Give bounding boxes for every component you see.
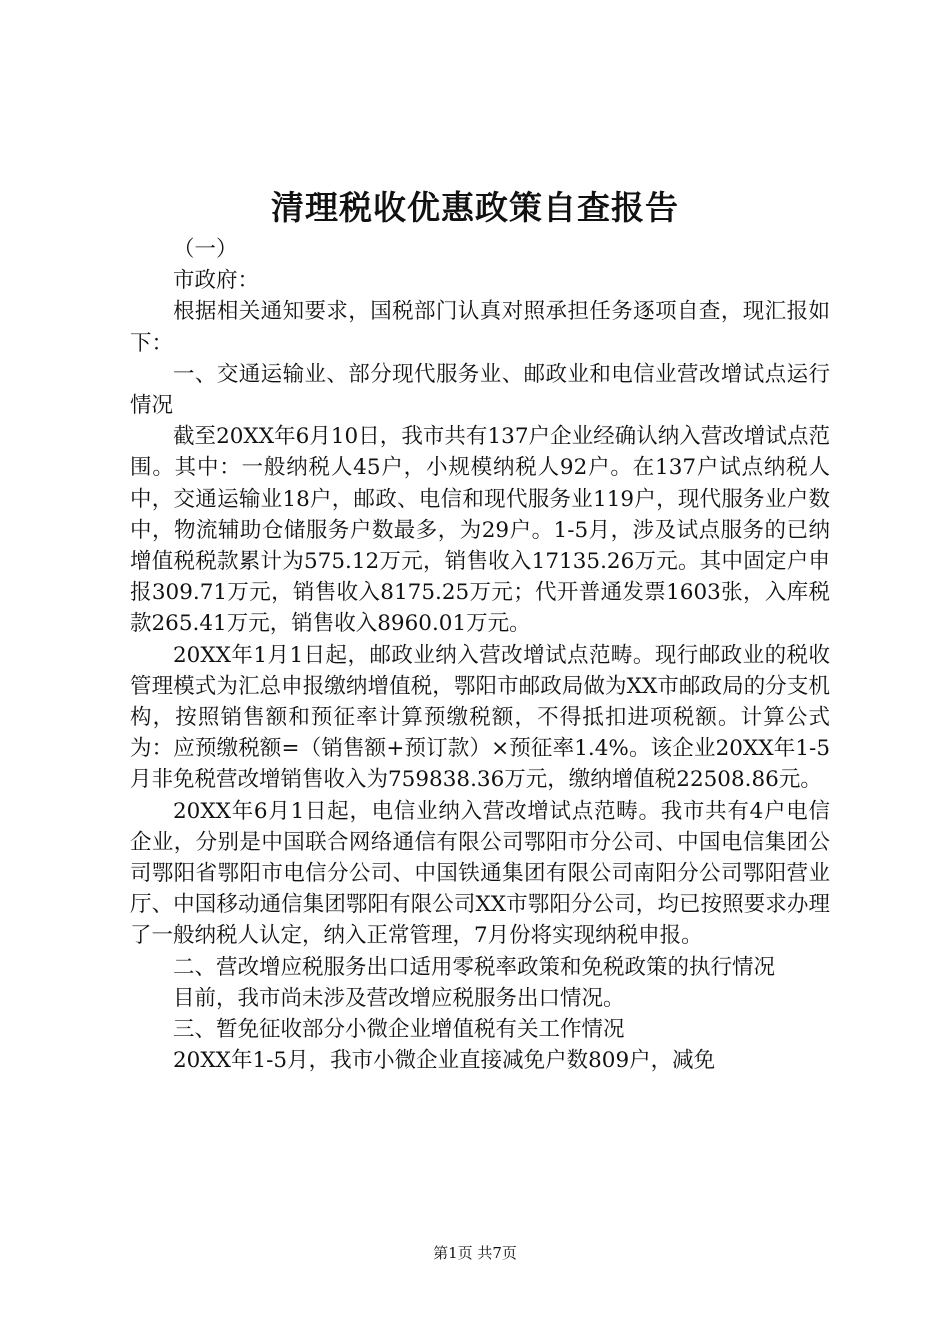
paragraph-addressee: 市政府： xyxy=(173,268,260,294)
paragraph-pilot-statistics: 截至20XX年6月10日，我市共有137户企业经确认纳入营改增试点范围。其中：一般纳税人45户，小规模纳税人92户。在137户试点纳税人中，交通运输业18户，邮政、电信和现代服务业119户，现代服务业户数中，物流辅助仓储服务户数最多，为29户。1-5月，涉及试点服务的已纳增值税税款累计为575.12万元，销售收入17135.26万元。其中固定户申报309.71万元，销售收入8175.25万元；代开普通发票1603张，入库税款265.41万元，销售收入8960.01万元。 xyxy=(130,424,830,637)
paragraph-small-enterprise: 20XX年1-5月，我市小微企业直接减免户数809户，减免 xyxy=(173,1048,716,1074)
paragraph-telecom-industry: 20XX年6月1日起，电信业纳入营改增试点范畴。我市共有4户电信企业，分别是中国联合网络通信有限公司鄂阳市分公司、中国电信集团公司鄂阳省鄂阳市电信分公司、中国铁通集团有限公司南阳分公司鄂阳营业厅、中国移动通信集团鄂阳有限公司XX市鄂阳分公司，均已按照要求办理了一般纳税人认定，纳入正常管理，7月份将实现纳税申报。 xyxy=(130,798,830,949)
heading-section-1: 一、交通运输业、部分现代服务业、邮政业和电信业营改增试点运行情况 xyxy=(130,361,830,419)
document-body xyxy=(130,234,830,1076)
paragraph-intro: 根据相关通知要求，国税部门认真对照承担任务逐项自查，现汇报如下： xyxy=(130,299,830,356)
document-title: 清理税收优惠政策自查报告 xyxy=(271,188,679,227)
heading-section-2: 二、营改增应税服务出口适用零税率政策和免税政策的执行情况 xyxy=(173,954,776,980)
paragraph-export-status: 目前，我市尚未涉及营改增应税服务出口情况。 xyxy=(173,985,625,1011)
page-footer: 第1页 共7页 xyxy=(433,1244,517,1262)
paragraph-postal-industry: 20XX年1月1日起，邮政业纳入营改增试点范畴。现行邮政业的税收管理模式为汇总申报缴纳增值税，鄂阳市邮政局做为XX市邮政局的分支机构，按照销售额和预征率计算预缴税额，不得抵扣进项税额。计算公式为：应预缴税额=（销售额+预订款）×预征率1.4%。该企业20XX年1-5月非免税营改增销售收入为759838.36万元，缴纳增值税22508.86元。 xyxy=(130,642,830,793)
heading-section-3: 三、暂免征收部分小微企业增值税有关工作情况 xyxy=(173,1017,625,1043)
paragraph-section-number: （一） xyxy=(173,237,238,262)
